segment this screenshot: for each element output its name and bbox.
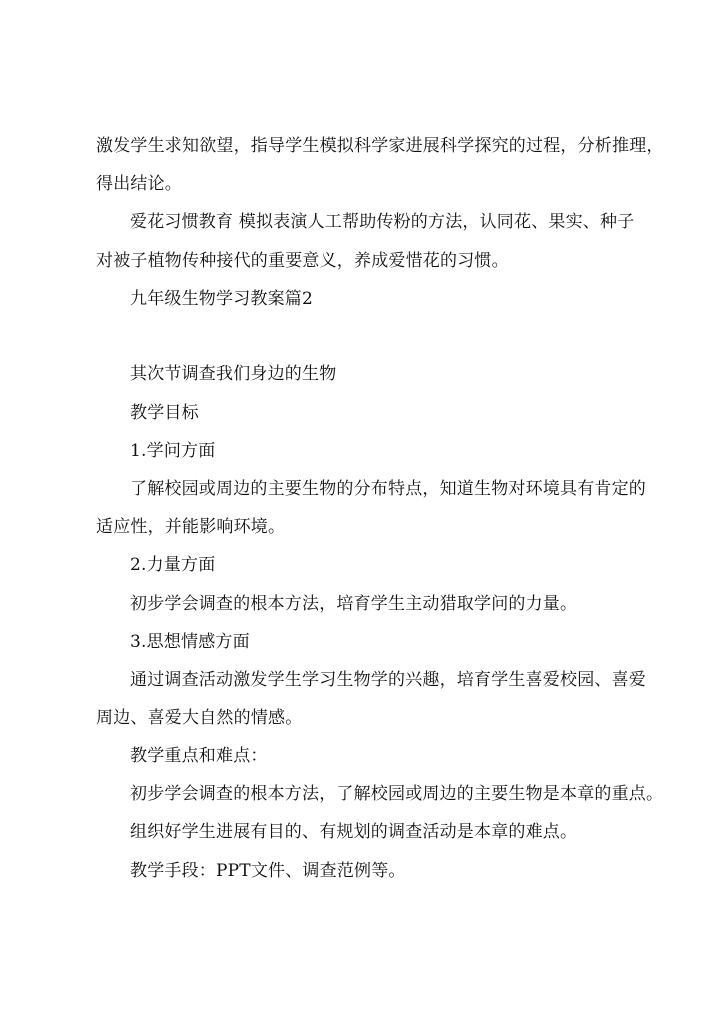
subheading: 3.思想情感方面 [130, 632, 250, 652]
text-line: 对被子植物传种接代的重要意义，养成爱惜花的习惯。 [96, 251, 509, 271]
text-line: 爱花习惯教育 模拟表演人工帮助传粉的方法，认同花、果实、种子 [130, 212, 635, 232]
section-title: 其次节调查我们身边的生物 [130, 364, 337, 384]
text-line: 组织好学生进展有目的、有规划的调查活动是本章的难点。 [130, 822, 578, 842]
text-line: 初步学会调查的根本方法，培育学生主动猎取学问的力量。 [130, 594, 578, 614]
text-line: 初步学会调查的根本方法，了解校园或周边的主要生物是本章的重点。 [130, 784, 664, 804]
subheading: 1.学问方面 [130, 441, 216, 461]
text-line: 得出结论。 [96, 174, 182, 194]
text-line: 教学手段：PPT文件、调查范例等。 [130, 861, 406, 881]
subheading: 教学目标 [130, 403, 199, 423]
text-line: 了解校园或周边的主要生物的分布特点，知道生物对环境具有肯定的 [130, 479, 646, 499]
subheading: 2.力量方面 [130, 555, 216, 575]
text-line: 通过调查活动激发学生学习生物学的兴趣，培育学生喜爱校园、喜爱 [130, 670, 646, 690]
section-heading: 九年级生物学习教案篇2 [130, 289, 314, 309]
text-line: 激发学生求知欲望，指导学生模拟科学家进展科学探究的过程，分析推理， [96, 136, 664, 156]
text-line: 适应性，并能影响环境。 [96, 517, 286, 537]
subheading: 教学重点和难点： [130, 746, 268, 766]
text-line: 周边、喜爱大自然的情感。 [96, 708, 303, 728]
